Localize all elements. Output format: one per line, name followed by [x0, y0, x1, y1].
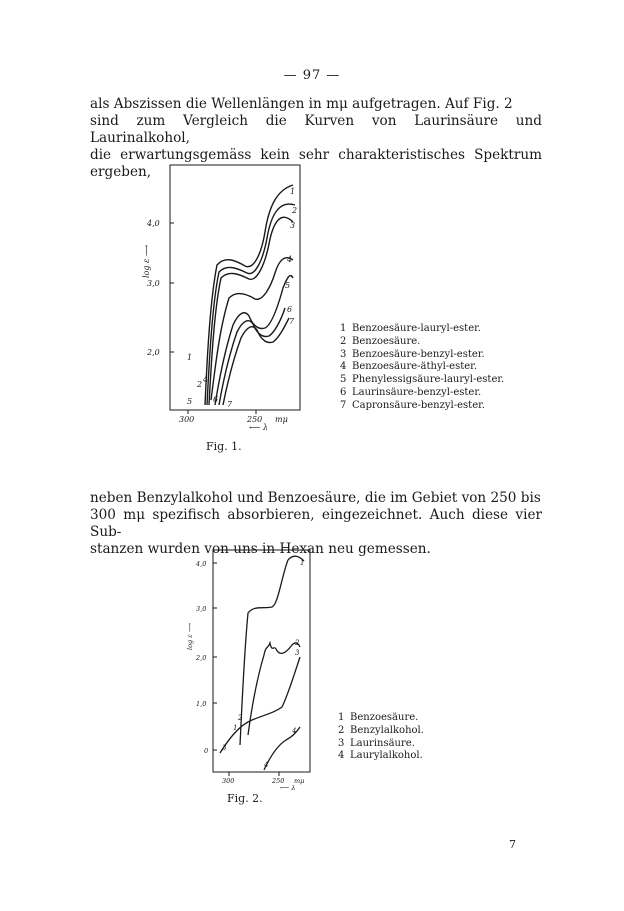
curve-number: 6 — [213, 395, 219, 404]
curve-number: 3 — [222, 744, 227, 752]
legend-item: 1 Benzoesäure-lauryl-ester. — [340, 323, 481, 334]
x-direction-label: ⟵ λ — [280, 784, 296, 790]
y-axis-label: log ε ⟶ — [186, 622, 194, 650]
curve-number: 7 — [227, 400, 233, 409]
curve-number: 6 — [287, 305, 293, 314]
legend-item: 2 Benzylalkohol. — [338, 724, 424, 736]
footer-mark: 7 — [509, 838, 516, 851]
figure-2-legend — [338, 712, 424, 763]
curve-number: 1 — [233, 724, 238, 732]
legend-item: 1 Benzoesäure. — [338, 712, 419, 723]
paragraph-line: 300 mμ spezifisch absorbieren, eingezeichnet. Auch diese vier Sub- — [90, 507, 542, 540]
curve-6 — [219, 308, 285, 405]
legend-item: 7 Capronsäure-benzyl-ester. — [340, 399, 485, 411]
paragraph-line: als Abszissen die Wellenlängen in mμ aufgetragen. Auf Fig. 2 — [90, 96, 513, 112]
y-tick-label: 2,0 — [196, 654, 207, 662]
x-tick-label: 250 — [272, 777, 285, 785]
legend-item: 2 Benzoesäure. — [340, 335, 421, 347]
curve-number: 7 — [289, 317, 295, 326]
y-tick-label: 4,0 — [196, 560, 207, 568]
curve-number: 2 — [295, 639, 300, 647]
x-unit-label: mμ — [275, 415, 288, 424]
x-direction-label: ⟵ λ — [249, 423, 269, 430]
y-tick-label: 4,0 — [147, 219, 160, 228]
curve-number: 1 — [300, 559, 305, 567]
curve-3 — [209, 217, 296, 405]
figure-1-caption: Fig. 1. — [206, 440, 242, 453]
figure-2-caption: Fig. 2. — [227, 792, 263, 805]
legend-item: 4 Benzoesäure-äthyl-ester. — [340, 361, 478, 373]
y-axis-label: log ε ⟶ — [142, 244, 151, 278]
figure-1-plot — [135, 160, 315, 430]
legend-item: 3 Benzoesäure-benzyl-ester. — [340, 348, 485, 360]
plot-frame — [213, 550, 310, 772]
curve-number: 2 — [238, 714, 243, 722]
curve-number: 1 — [290, 187, 296, 196]
paragraph-line: sind zum Vergleich die Kurven von Laurinsäure und Laurinalkohol, — [90, 113, 542, 146]
legend-item: 4 Laurylalkohol. — [338, 750, 423, 762]
paragraph-line: stanzen wurden von uns in Hexan neu gemessen. — [90, 541, 431, 557]
curve-number: 4 — [203, 375, 209, 384]
paragraph-line: neben Benzylalkohol und Benzoesäure, die im Gebiet von 250 bis — [90, 490, 541, 506]
legend-item: 5 Phenylessigsäure-lauryl-ester. — [340, 374, 505, 386]
x-unit-label: mμ — [294, 777, 305, 785]
y-tick-label: 0 — [204, 747, 209, 755]
legend-item: 3 Laurinsäure. — [338, 737, 415, 749]
curve-number: 5 — [187, 397, 193, 406]
x-tick-label: 250 — [247, 415, 263, 424]
curve-number: 4 — [264, 761, 269, 769]
curve-2 — [248, 643, 300, 735]
curve-number: 2 — [197, 380, 203, 389]
plot-frame — [170, 165, 300, 410]
curve-number: 4 — [292, 727, 297, 735]
y-tick-label: 1,0 — [196, 700, 207, 708]
figure-2-plot — [180, 545, 325, 790]
curve-number: 5 — [285, 281, 291, 290]
y-tick-label: 3,0 — [147, 279, 160, 288]
x-tick-label: 300 — [222, 777, 235, 785]
paragraph-line: die erwartungsgemäss kein sehr charakteristisches Spektrum ergeben, — [90, 147, 542, 180]
figure-1-legend — [340, 323, 504, 413]
curve-number: 2 — [292, 206, 298, 215]
y-tick-label: 3,0 — [196, 605, 207, 613]
x-tick-label: 300 — [179, 415, 195, 424]
page-number: — 97 — — [283, 68, 341, 83]
curve-number: 4 — [287, 255, 293, 264]
curve-number: 3 — [290, 221, 296, 230]
legend-item: 6 Laurinsäure-benzyl-ester. — [340, 386, 482, 398]
curve-number: 3 — [295, 649, 300, 657]
y-tick-label: 2,0 — [147, 348, 160, 357]
curve-number: 1 — [187, 353, 193, 362]
